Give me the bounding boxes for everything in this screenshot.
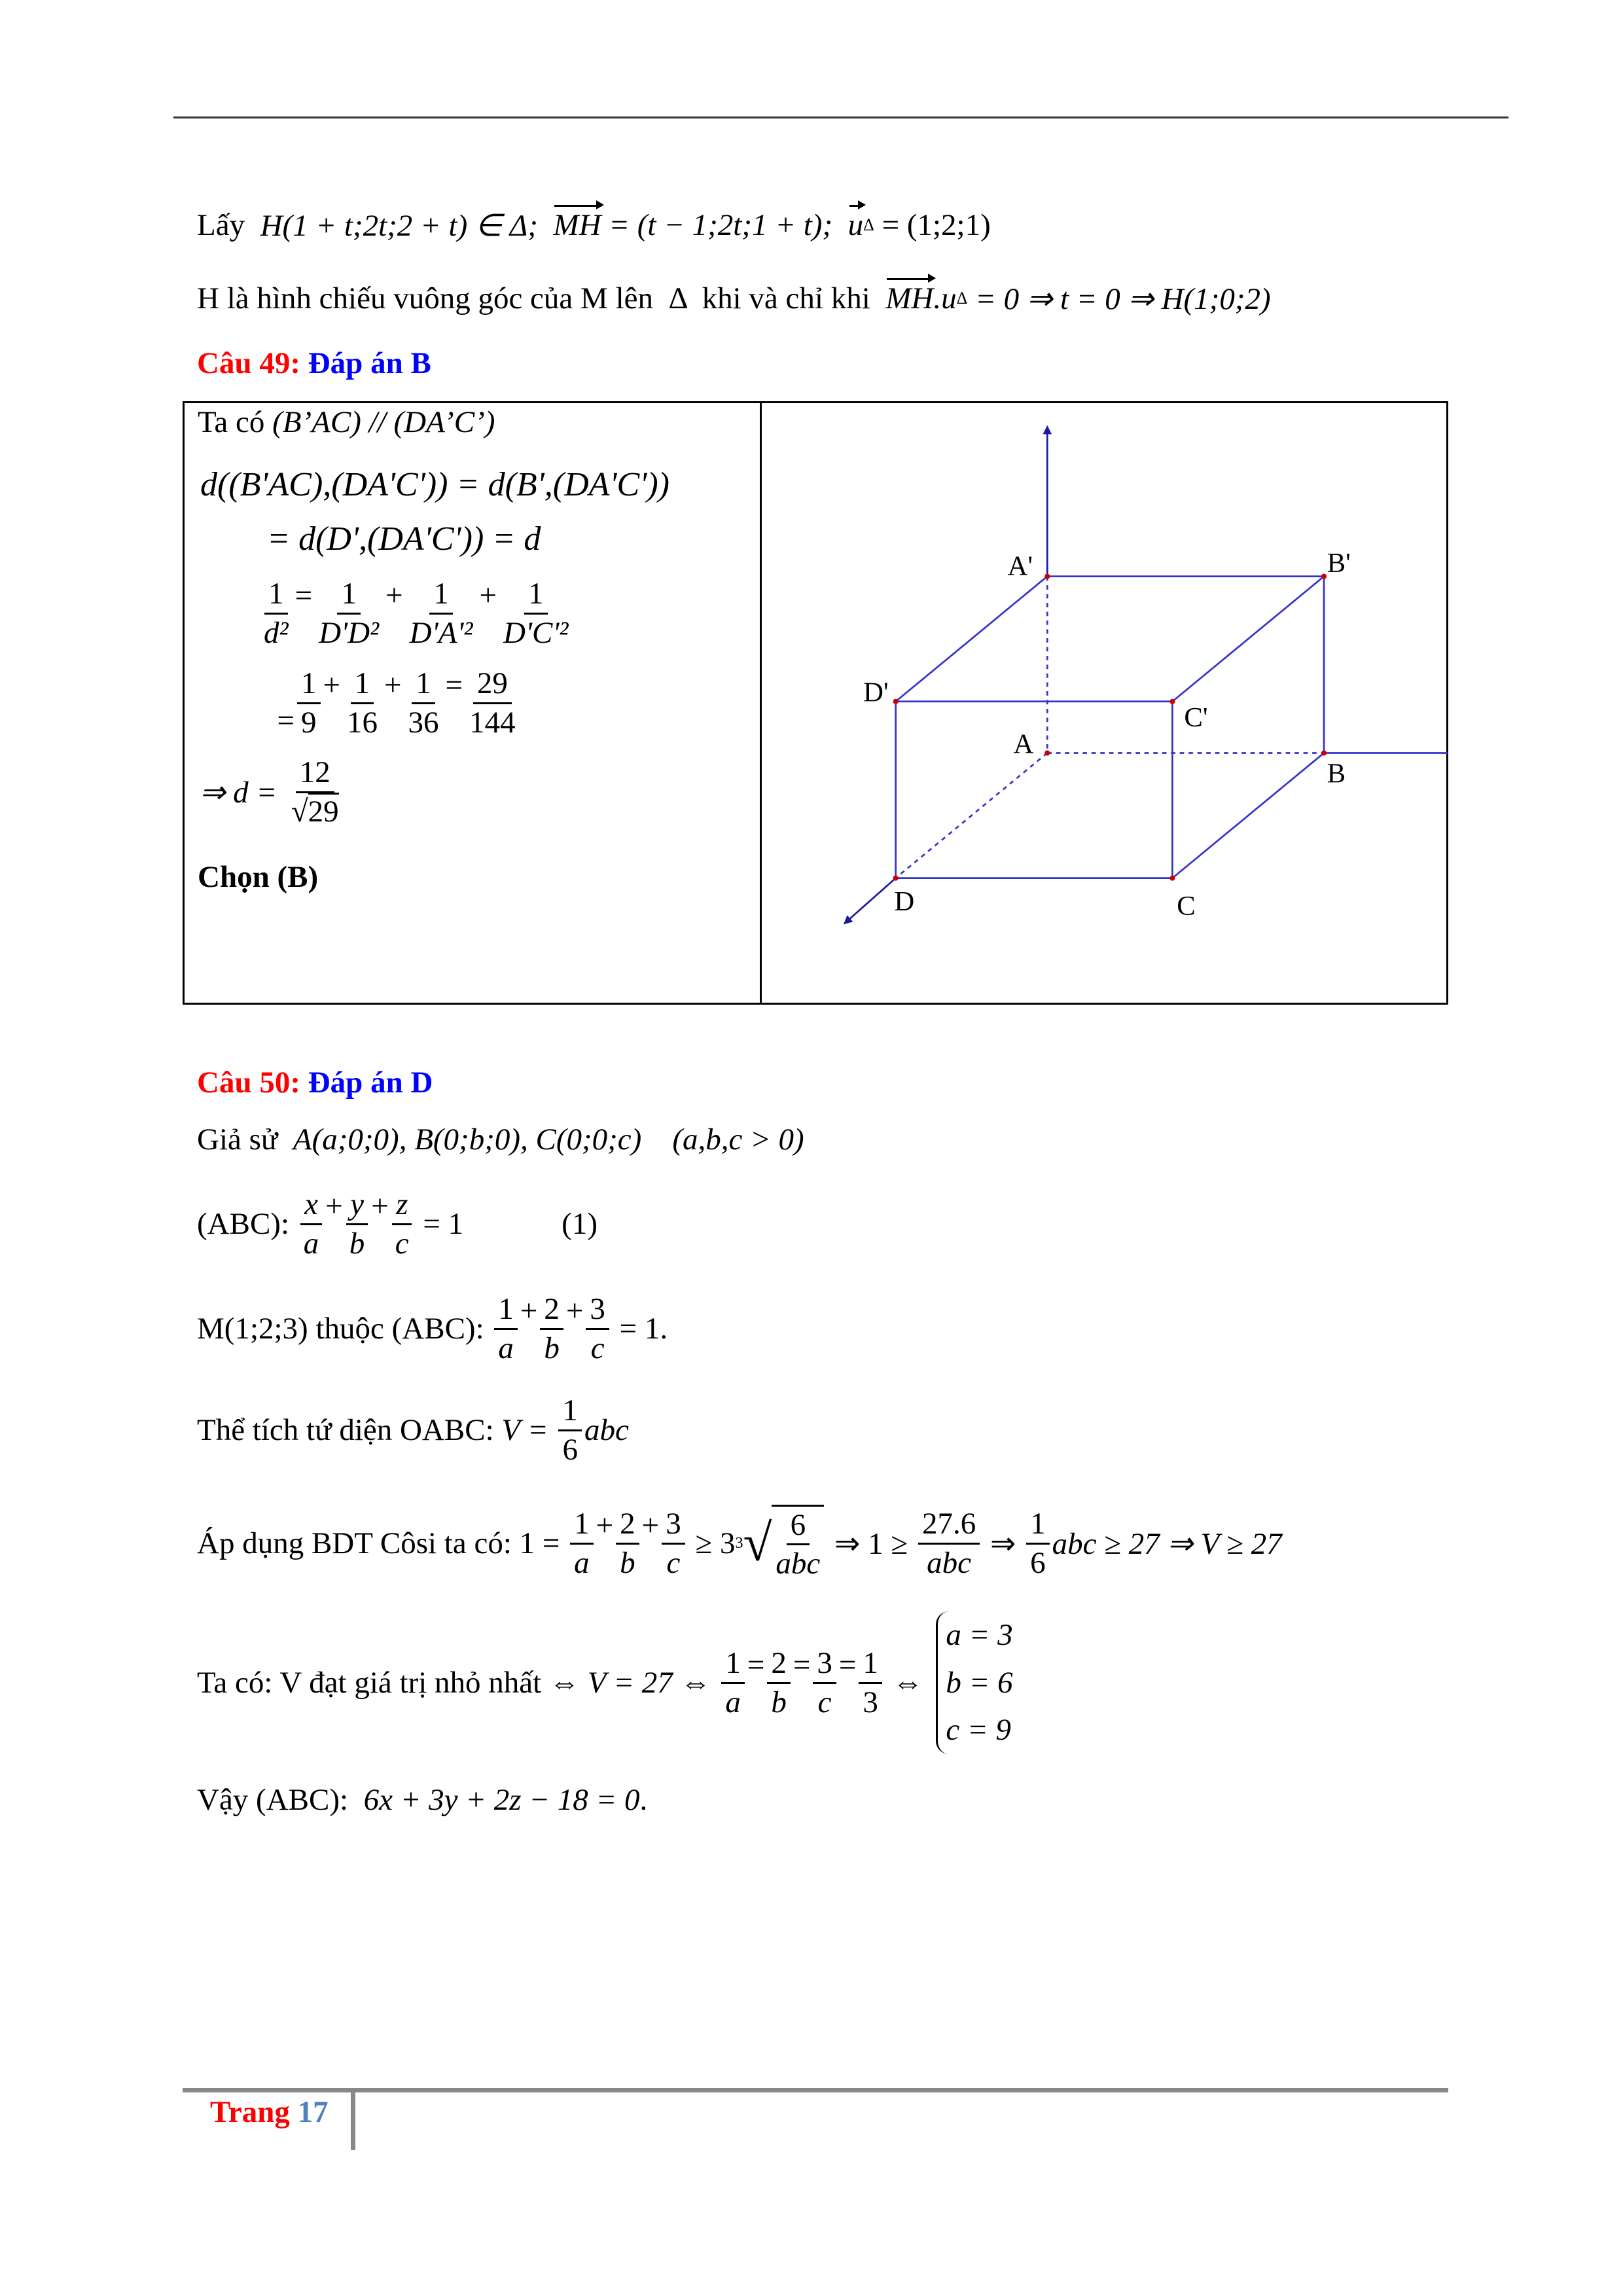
- math: A(a;0;0), B(0;b;0), C(0;0;c) (a,b,c > 0): [293, 1122, 804, 1157]
- numerator: 1: [524, 575, 548, 614]
- page-label: Trang: [210, 2095, 298, 2129]
- text: Chọn (B): [198, 860, 319, 894]
- math: 1 =: [519, 1526, 568, 1560]
- math: (B’AC) // (DA’C’): [272, 405, 495, 439]
- hidden-edge: [896, 753, 1048, 878]
- numerator: 2: [767, 1645, 791, 1683]
- denominator: abc: [776, 1547, 821, 1581]
- denominator: 6: [562, 1432, 578, 1467]
- q49-sum: = $\frac{1}{9}$ + $\frac{1}{16}$ + $\frac{1}{36}$ = $\frac{29}{144}$: [262, 651, 522, 755]
- numerator: x: [300, 1186, 322, 1225]
- fraction: [813, 1645, 836, 1721]
- denominator: b: [620, 1545, 635, 1580]
- fraction: [570, 1505, 594, 1581]
- math: d((B'AC),(DA'C')) = d(B',(DA'C')): [200, 465, 669, 503]
- numerator: 27.6: [918, 1505, 980, 1544]
- fraction: [721, 1645, 745, 1721]
- vertex: [1044, 574, 1050, 579]
- fraction: [586, 1291, 609, 1367]
- fraction: [287, 754, 343, 830]
- numerator: 1: [337, 575, 361, 614]
- q50-minimum: Ta có: V đạt giá trị nhỏ nhất ⇔ V = 27 ⇔ $\frac{1}{a}$ = $\frac{2}{b}$ = $\frac{3}{c}$ = $\frac{1}{3}$ ⇔ a = 3 b = 6 c = 9: [197, 1591, 1013, 1774]
- radical-sign: √: [743, 1515, 772, 1572]
- numerator: 1: [297, 665, 321, 704]
- vertex: [1321, 750, 1327, 755]
- label-D1: D': [863, 677, 889, 708]
- vertex: [893, 876, 899, 881]
- numerator: 12: [296, 754, 334, 793]
- q50-cosi: Áp dụng BDT Côsi ta có: 1 = $\frac{1}{a}$ + $\frac{2}{b}$ + $\frac{3}{c}$ ≥ 3 3 √ $\frac{6}{\text{abc}}$ ⇒ 1 ≥ $\frac{27.6}{\text{abc}}$ ⇒ $\frac{1}{6}$ abc ≥ 27 ⇒ V ≥ 27: [197, 1491, 1282, 1596]
- label-D: D: [894, 886, 915, 918]
- label-A: A: [1013, 728, 1034, 760]
- fraction: [1026, 1505, 1050, 1581]
- denominator: D'D²: [319, 615, 380, 650]
- denominator: 9: [301, 705, 317, 740]
- numerator: 1: [558, 1392, 582, 1431]
- system-row: b = 6: [946, 1665, 1013, 1700]
- fraction: [558, 1392, 582, 1468]
- math: abc ≥ 27 ⇒ V ≥ 27: [1052, 1526, 1282, 1561]
- numerator: 1: [859, 1645, 882, 1683]
- math: = (1;2;1): [874, 208, 991, 242]
- numerator: 1: [570, 1505, 594, 1544]
- vector-MH: MH: [885, 281, 934, 315]
- math: ≥ 3: [687, 1526, 736, 1560]
- numerator: 3: [813, 1645, 836, 1683]
- denominator: b: [544, 1331, 560, 1365]
- denominator: a: [498, 1331, 514, 1365]
- denominator: a: [303, 1226, 319, 1261]
- label-C: C: [1177, 890, 1196, 922]
- fraction: [767, 1645, 791, 1721]
- numerator: 1: [264, 575, 288, 614]
- vector-MH: MH: [553, 208, 601, 242]
- denominator: c: [395, 1226, 409, 1261]
- numerator: 1: [429, 575, 453, 614]
- numerator: 1: [494, 1291, 518, 1329]
- math: = 1.: [611, 1312, 668, 1346]
- numerator: 3: [586, 1291, 609, 1329]
- text: Ta có: [198, 405, 273, 439]
- fraction: [346, 1186, 369, 1262]
- q50-plane: (ABC): $\frac{x}{a}$ + $\frac{y}{b}$ + $\frac{z}{c}$ = 1 (1): [197, 1172, 597, 1276]
- vertex: [893, 699, 899, 704]
- denominator: d²: [264, 615, 289, 650]
- equation-tag: (1): [562, 1207, 597, 1241]
- root-index: 3: [735, 1534, 743, 1552]
- denominator: 144: [469, 705, 516, 740]
- denominator: c: [666, 1545, 681, 1580]
- question-label: Câu 49:: [197, 346, 308, 380]
- text: Áp dụng BDT Côsi ta có:: [197, 1526, 520, 1560]
- label-B1: B': [1327, 547, 1351, 579]
- numerator: 1: [1026, 1505, 1050, 1544]
- math: 6x + 3y + 2z − 18 = 0: [363, 1783, 640, 1817]
- fraction: [918, 1505, 980, 1581]
- fraction: [404, 665, 443, 741]
- numerator: 2: [616, 1505, 639, 1544]
- denominator: c: [590, 1331, 605, 1365]
- math: abc: [584, 1413, 629, 1447]
- fraction: [343, 665, 382, 741]
- denominator: D'C'²: [503, 615, 569, 650]
- math: ⇒ d =: [200, 775, 285, 810]
- text: H là hình chiếu vuông góc của M lên Δ khi và chỉ khi: [197, 281, 886, 315]
- q50-M-on-plane: M(1;2;3) thuộc (ABC): $\frac{1}{a}$ + $\frac{2}{b}$ + $\frac{3}{c}$ = 1.: [197, 1276, 668, 1381]
- denominator: 16: [347, 705, 378, 740]
- denominator: 3: [863, 1685, 878, 1719]
- label-A1: A': [1007, 550, 1033, 582]
- q49-choice: [198, 825, 318, 929]
- answer-label: Đáp án B: [308, 346, 431, 380]
- fraction: [616, 1505, 639, 1581]
- subscript: Δ: [956, 289, 968, 308]
- vertex: [1169, 699, 1175, 704]
- page-number: [210, 2094, 329, 2130]
- page-number-value: 17: [297, 2095, 329, 2129]
- fraction: [499, 575, 573, 651]
- fraction: [662, 1505, 685, 1581]
- math: ⇒ 1 ≥: [827, 1526, 916, 1561]
- text: Vậy (ABC):: [197, 1783, 364, 1817]
- math: ⇒: [982, 1526, 1024, 1561]
- text: Ta có: V đạt giá trị nhỏ nhất: [197, 1666, 549, 1700]
- denominator: √29: [287, 793, 343, 830]
- denominator: a: [725, 1685, 741, 1719]
- edge: [896, 577, 1048, 702]
- text: .: [639, 1783, 648, 1817]
- fraction: [465, 665, 520, 741]
- fraction: [391, 1186, 413, 1262]
- math: ⇔: [884, 1666, 931, 1700]
- edge: [1172, 753, 1324, 878]
- equation-system: [936, 1611, 1012, 1755]
- math: = 0 ⇒ t = 0 ⇒ H(1;0;2): [967, 281, 1271, 316]
- denominator: c: [817, 1685, 832, 1719]
- math: ⇔ V = 27 ⇔: [548, 1666, 719, 1700]
- fraction: [300, 1186, 323, 1262]
- system-row: a = 3: [946, 1617, 1013, 1652]
- fraction: [540, 1291, 563, 1367]
- denominator: a: [574, 1545, 590, 1580]
- numerator: 1: [412, 665, 435, 704]
- vertex: [1169, 876, 1175, 881]
- numerator: 1: [351, 665, 374, 704]
- denominator: 36: [408, 705, 439, 740]
- numerator: 1: [721, 1645, 745, 1683]
- math: = (t − 1;2t;1 + t);: [601, 208, 848, 242]
- vertex: [1321, 574, 1327, 579]
- radicand: 29: [308, 793, 339, 829]
- edge: [1172, 577, 1324, 702]
- text: Thể tích tứ diện OABC:: [197, 1413, 502, 1447]
- text: Giả sử: [197, 1122, 293, 1157]
- system-row: c = 9: [946, 1713, 1011, 1748]
- vector-u: .u: [933, 281, 957, 315]
- text: M(1;2;3) thuộc (ABC):: [197, 1312, 492, 1346]
- vector-u: u: [847, 208, 864, 242]
- math: V =: [501, 1413, 556, 1447]
- numerator: y: [346, 1186, 368, 1225]
- fraction: [859, 1645, 882, 1721]
- numerator: z: [392, 1186, 412, 1225]
- math: = d(D',(DA'C')) = d: [267, 520, 541, 558]
- math: = 1: [415, 1207, 464, 1241]
- q49-formula: $\frac{1}{\text{d²}}$ = $\frac{1}{\text{D'D²}}$ + $\frac{1}{\text{D'A'²}}$ + $\frac{1}{\text{D'C'²}}$: [257, 561, 575, 666]
- fraction: [297, 665, 321, 741]
- numerator: 6: [787, 1507, 810, 1545]
- question-label: Câu 50:: [197, 1066, 308, 1100]
- answer-label: Đáp án D: [308, 1066, 433, 1100]
- label-B: B: [1327, 758, 1346, 789]
- header-rule: [173, 117, 1508, 118]
- label-C1: C': [1184, 702, 1208, 733]
- denominator: b: [349, 1226, 365, 1261]
- fraction: [494, 1291, 518, 1367]
- numerator: 29: [473, 665, 512, 704]
- denominator: 6: [1030, 1545, 1046, 1580]
- denominator: b: [771, 1685, 787, 1719]
- fraction: [406, 575, 477, 651]
- cube-root: [772, 1505, 824, 1583]
- denominator: abc: [927, 1545, 972, 1580]
- fraction: [315, 575, 383, 651]
- footer-rule: [183, 2088, 1448, 2092]
- denominator: D'A'²: [409, 615, 473, 650]
- fraction: [260, 575, 293, 651]
- numerator: 3: [662, 1505, 685, 1544]
- x-axis: [844, 878, 896, 924]
- vertex: [1044, 750, 1050, 755]
- q50-volume: [197, 1378, 629, 1482]
- cube-figure: [762, 403, 1448, 1003]
- numerator: 2: [540, 1291, 563, 1329]
- footer-divider: [351, 2088, 355, 2150]
- q50-conclusion: [197, 1748, 647, 1852]
- text: Lấy: [197, 208, 260, 242]
- subscript: Δ: [863, 215, 874, 234]
- text: (ABC):: [197, 1207, 297, 1241]
- math: H(1 + t;2t;2 + t) ∈ Δ;: [260, 208, 554, 243]
